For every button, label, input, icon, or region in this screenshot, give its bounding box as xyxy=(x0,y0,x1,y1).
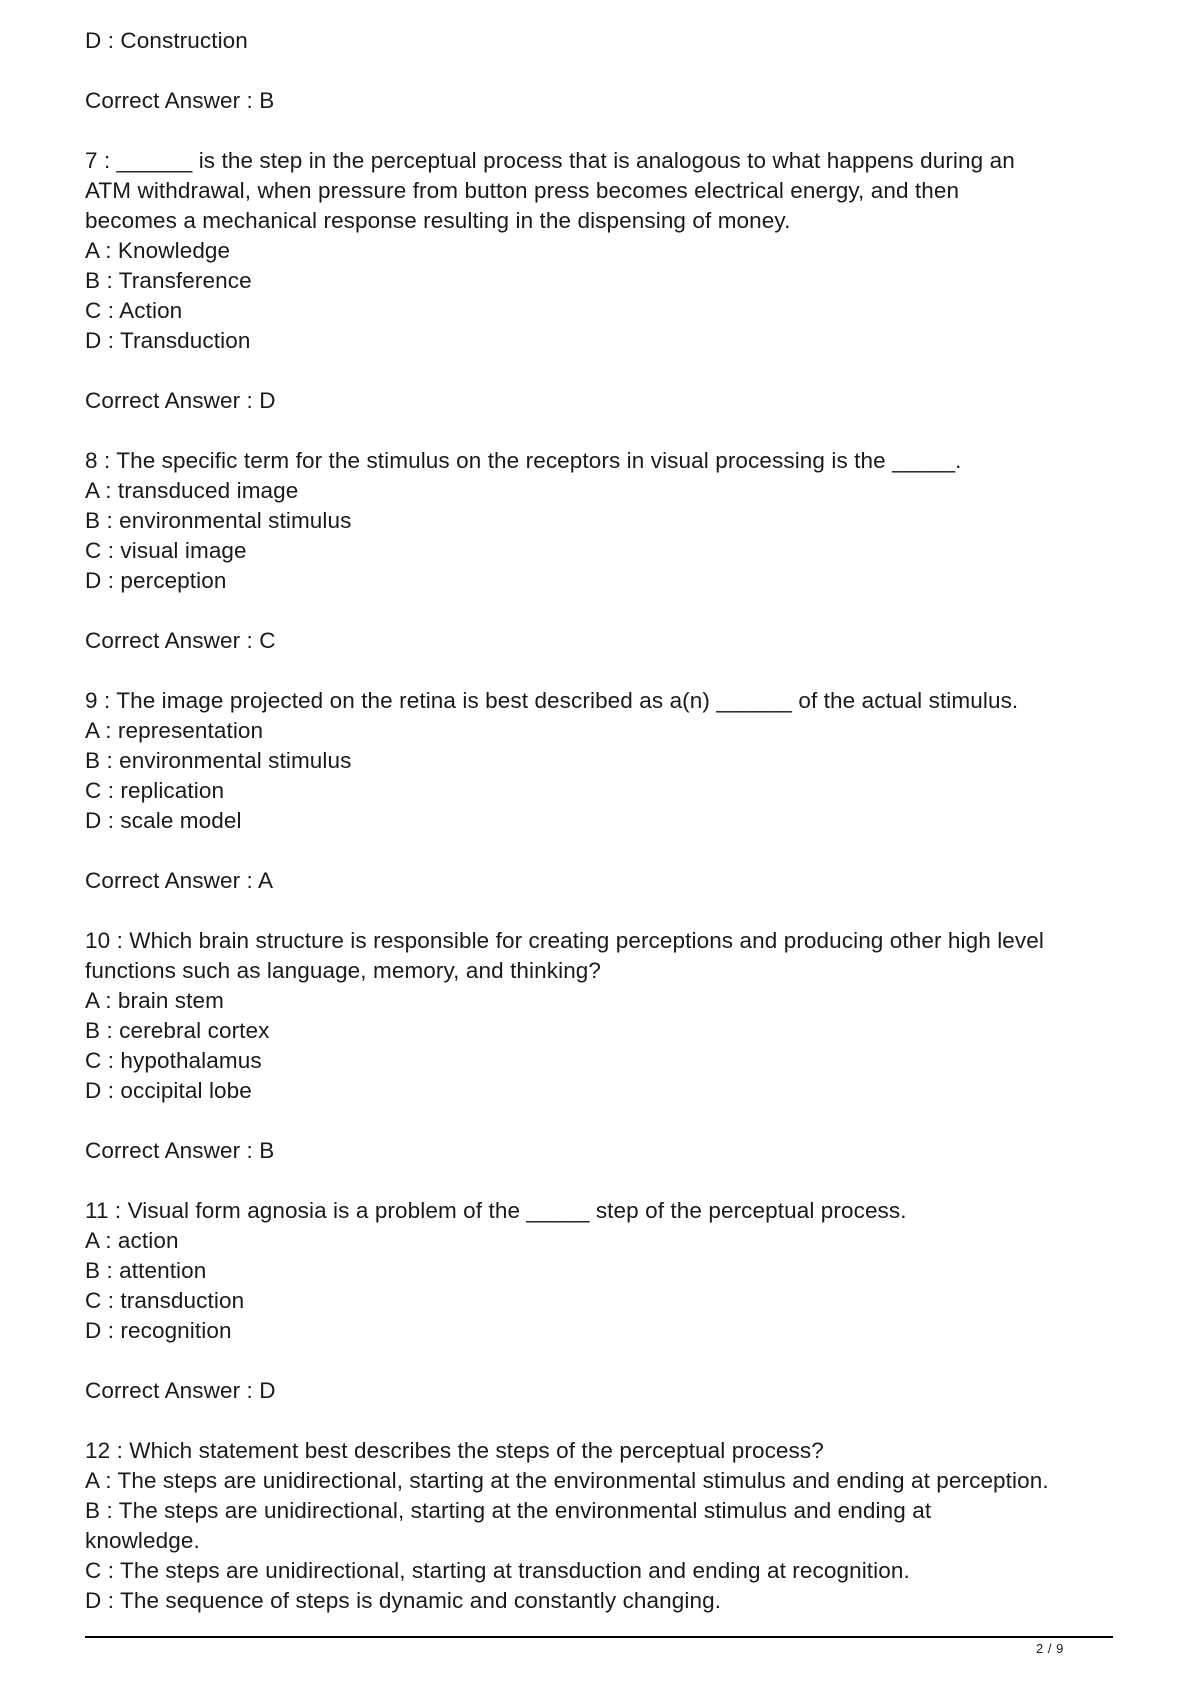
option-c: C : hypothalamus xyxy=(85,1048,262,1073)
question-text: 11 : Visual form agnosia is a problem of the _____ step of the perceptual process. xyxy=(85,1198,907,1223)
option-d: D : Transduction xyxy=(85,328,251,353)
question-block xyxy=(85,1196,1115,1436)
correct-answer: Correct Answer : D xyxy=(85,1378,276,1403)
question-text: 10 : Which brain structure is responsible for creating perceptions and producing other high level xyxy=(85,928,1044,953)
question-text: 9 : The image projected on the retina is best described as a(n) ______ of the actual stimulus. xyxy=(85,688,1019,713)
correct-answer: Correct Answer : A xyxy=(85,868,274,893)
spacer xyxy=(85,1346,1115,1376)
question-block xyxy=(85,1436,1115,1616)
option-d: D : Construction xyxy=(85,28,248,53)
spacer xyxy=(85,116,1115,146)
option-b: B : attention xyxy=(85,1258,207,1283)
spacer xyxy=(85,416,1115,446)
spacer xyxy=(85,1166,1115,1196)
footer-rule xyxy=(85,1636,1113,1638)
option-a: A : brain stem xyxy=(85,988,224,1013)
question-block xyxy=(85,446,1115,686)
option-b: B : Transference xyxy=(85,268,252,293)
question-block xyxy=(85,926,1115,1196)
question-block xyxy=(85,686,1115,926)
spacer xyxy=(85,896,1115,926)
document-page xyxy=(85,26,1115,1616)
option-a: A : Knowledge xyxy=(85,238,231,263)
option-c: C : transduction xyxy=(85,1288,245,1313)
spacer xyxy=(85,1106,1115,1136)
spacer xyxy=(85,1406,1115,1436)
option-c: C : replication xyxy=(85,778,225,803)
question-text: 8 : The specific term for the stimulus on the receptors in visual processing is the _____. xyxy=(85,448,962,473)
spacer xyxy=(85,836,1115,866)
option-d: D : scale model xyxy=(85,808,242,833)
option-c: C : Action xyxy=(85,298,183,323)
option-b: B : The steps are unidirectional, starting at the environmental stimulus and ending at xyxy=(85,1498,932,1523)
page-number: 2 / 9 xyxy=(1036,1641,1064,1656)
spacer xyxy=(85,656,1115,686)
option-a: A : representation xyxy=(85,718,264,743)
question-text: ATM withdrawal, when pressure from button press becomes electrical energy, and then xyxy=(85,178,960,203)
option-c: C : The steps are unidirectional, starting at transduction and ending at recognition. xyxy=(85,1558,910,1583)
option-b: B : cerebral cortex xyxy=(85,1018,270,1043)
option-a: A : action xyxy=(85,1228,179,1253)
option-d: D : occipital lobe xyxy=(85,1078,252,1103)
option-b-continued: knowledge. xyxy=(85,1528,200,1553)
question-text: 7 : ______ is the step in the perceptual process that is analogous to what happens during an xyxy=(85,148,1015,173)
spacer xyxy=(85,596,1115,626)
question-block xyxy=(85,146,1115,446)
correct-answer: Correct Answer : C xyxy=(85,628,276,653)
spacer xyxy=(85,356,1115,386)
spacer xyxy=(85,56,1115,86)
option-d: D : perception xyxy=(85,568,227,593)
option-d: D : The sequence of steps is dynamic and constantly changing. xyxy=(85,1588,722,1613)
option-a: A : transduced image xyxy=(85,478,299,503)
option-b: B : environmental stimulus xyxy=(85,508,352,533)
option-b: B : environmental stimulus xyxy=(85,748,352,773)
correct-answer: Correct Answer : B xyxy=(85,1138,275,1163)
question-text: 12 : Which statement best describes the steps of the perceptual process? xyxy=(85,1438,824,1463)
correct-answer: Correct Answer : D xyxy=(85,388,276,413)
correct-answer: Correct Answer : B xyxy=(85,88,275,113)
option-c: C : visual image xyxy=(85,538,247,563)
question-text: functions such as language, memory, and thinking? xyxy=(85,958,602,983)
option-d: D : recognition xyxy=(85,1318,232,1343)
question-text: becomes a mechanical response resulting in the dispensing of money. xyxy=(85,208,791,233)
option-a: A : The steps are unidirectional, starting at the environmental stimulus and ending at perception. xyxy=(85,1468,1049,1493)
